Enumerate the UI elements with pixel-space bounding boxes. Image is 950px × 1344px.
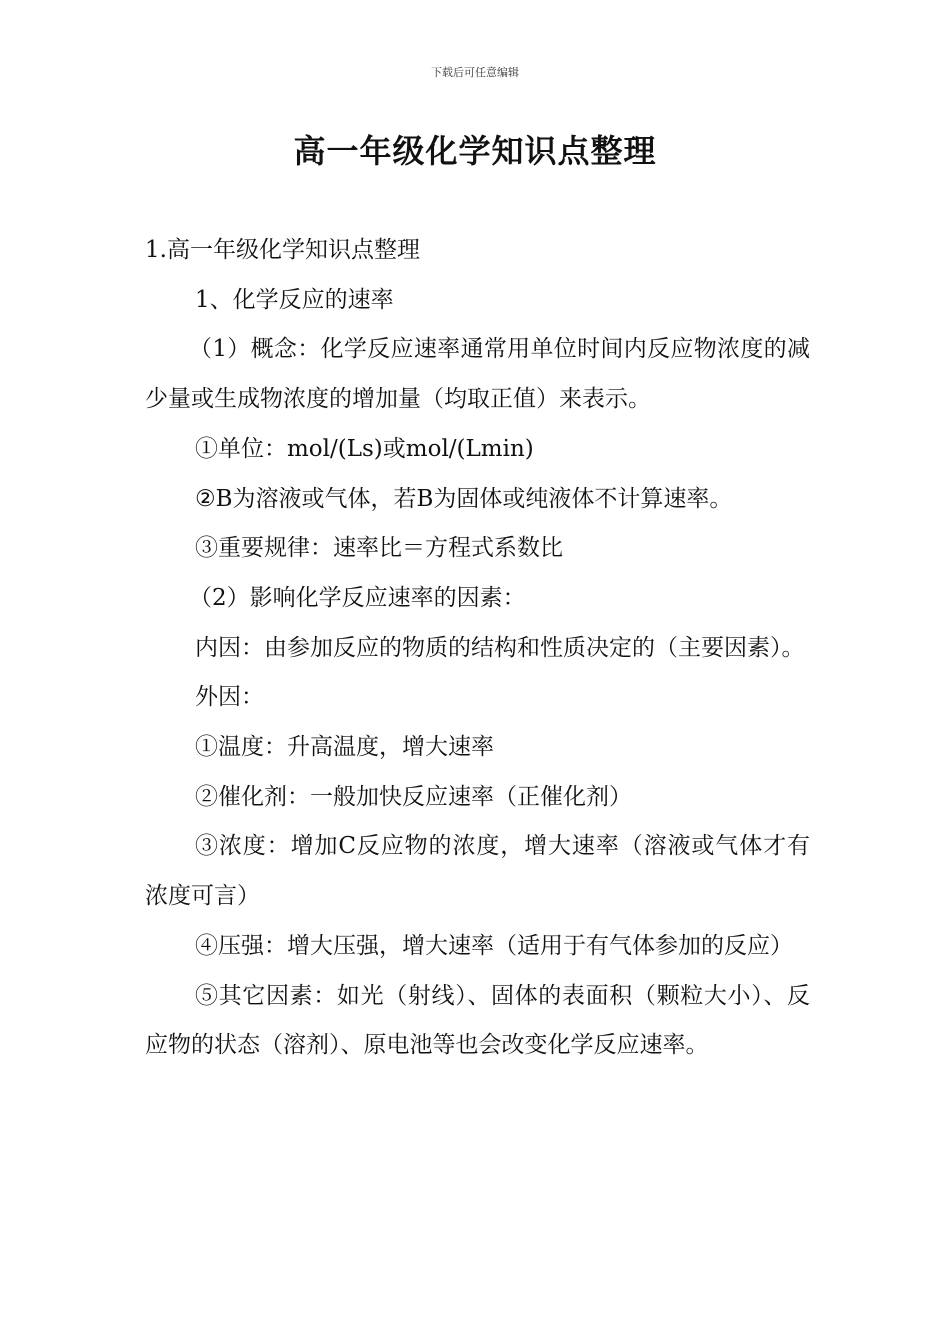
paragraph-pressure: ④压强：增大压强，增大速率（适用于有气体参加的反应） bbox=[195, 932, 793, 959]
paragraph-catalyst: ②催化剂：一般加快反应速率（正催化剂） bbox=[195, 783, 632, 810]
paragraph-note-b: ②B为溶液或气体，若B为固体或纯液体不计算速率。 bbox=[195, 485, 733, 512]
paragraph-concentration: ③浓度：增加C反应物的浓度，增大速率（溶液或气体才有浓度可言） bbox=[145, 833, 810, 910]
document-title: 高一年级化学知识点整理 bbox=[293, 132, 657, 170]
paragraph-factors-heading: （2）影响化学反应速率的因素： bbox=[189, 584, 526, 611]
header-note: 下载后可任意编辑 bbox=[431, 66, 519, 79]
section-heading: 1.高一年级化学知识点整理 bbox=[145, 237, 420, 263]
paragraph-rule: ③重要规律：速率比＝方程式系数比 bbox=[195, 535, 563, 562]
subsection-heading: 1、化学反应的速率 bbox=[195, 286, 394, 313]
paragraph-other-factors: ⑤其它因素：如光（射线）、固体的表面积（颗粒大小）、反应物的状态（溶剂）、原电池等也会改变化学反应速率。 bbox=[145, 982, 810, 1059]
document-body bbox=[145, 226, 810, 1071]
paragraph-unit: ①单位：mol/(Ls)或mol/(Lmin) bbox=[195, 435, 534, 462]
paragraph-concept: （1）概念：化学反应速率通常用单位时间内反应物浓度的减少量或生成物浓度的增加量（均取正值）来表示。 bbox=[145, 336, 810, 413]
paragraph-temperature: ①温度：升高温度，增大速率 bbox=[195, 734, 494, 761]
paragraph-external-heading: 外因： bbox=[195, 684, 264, 711]
paragraph-internal-factor: 内因：由参加反应的物质的结构和性质决定的（主要因素）。 bbox=[195, 634, 805, 661]
